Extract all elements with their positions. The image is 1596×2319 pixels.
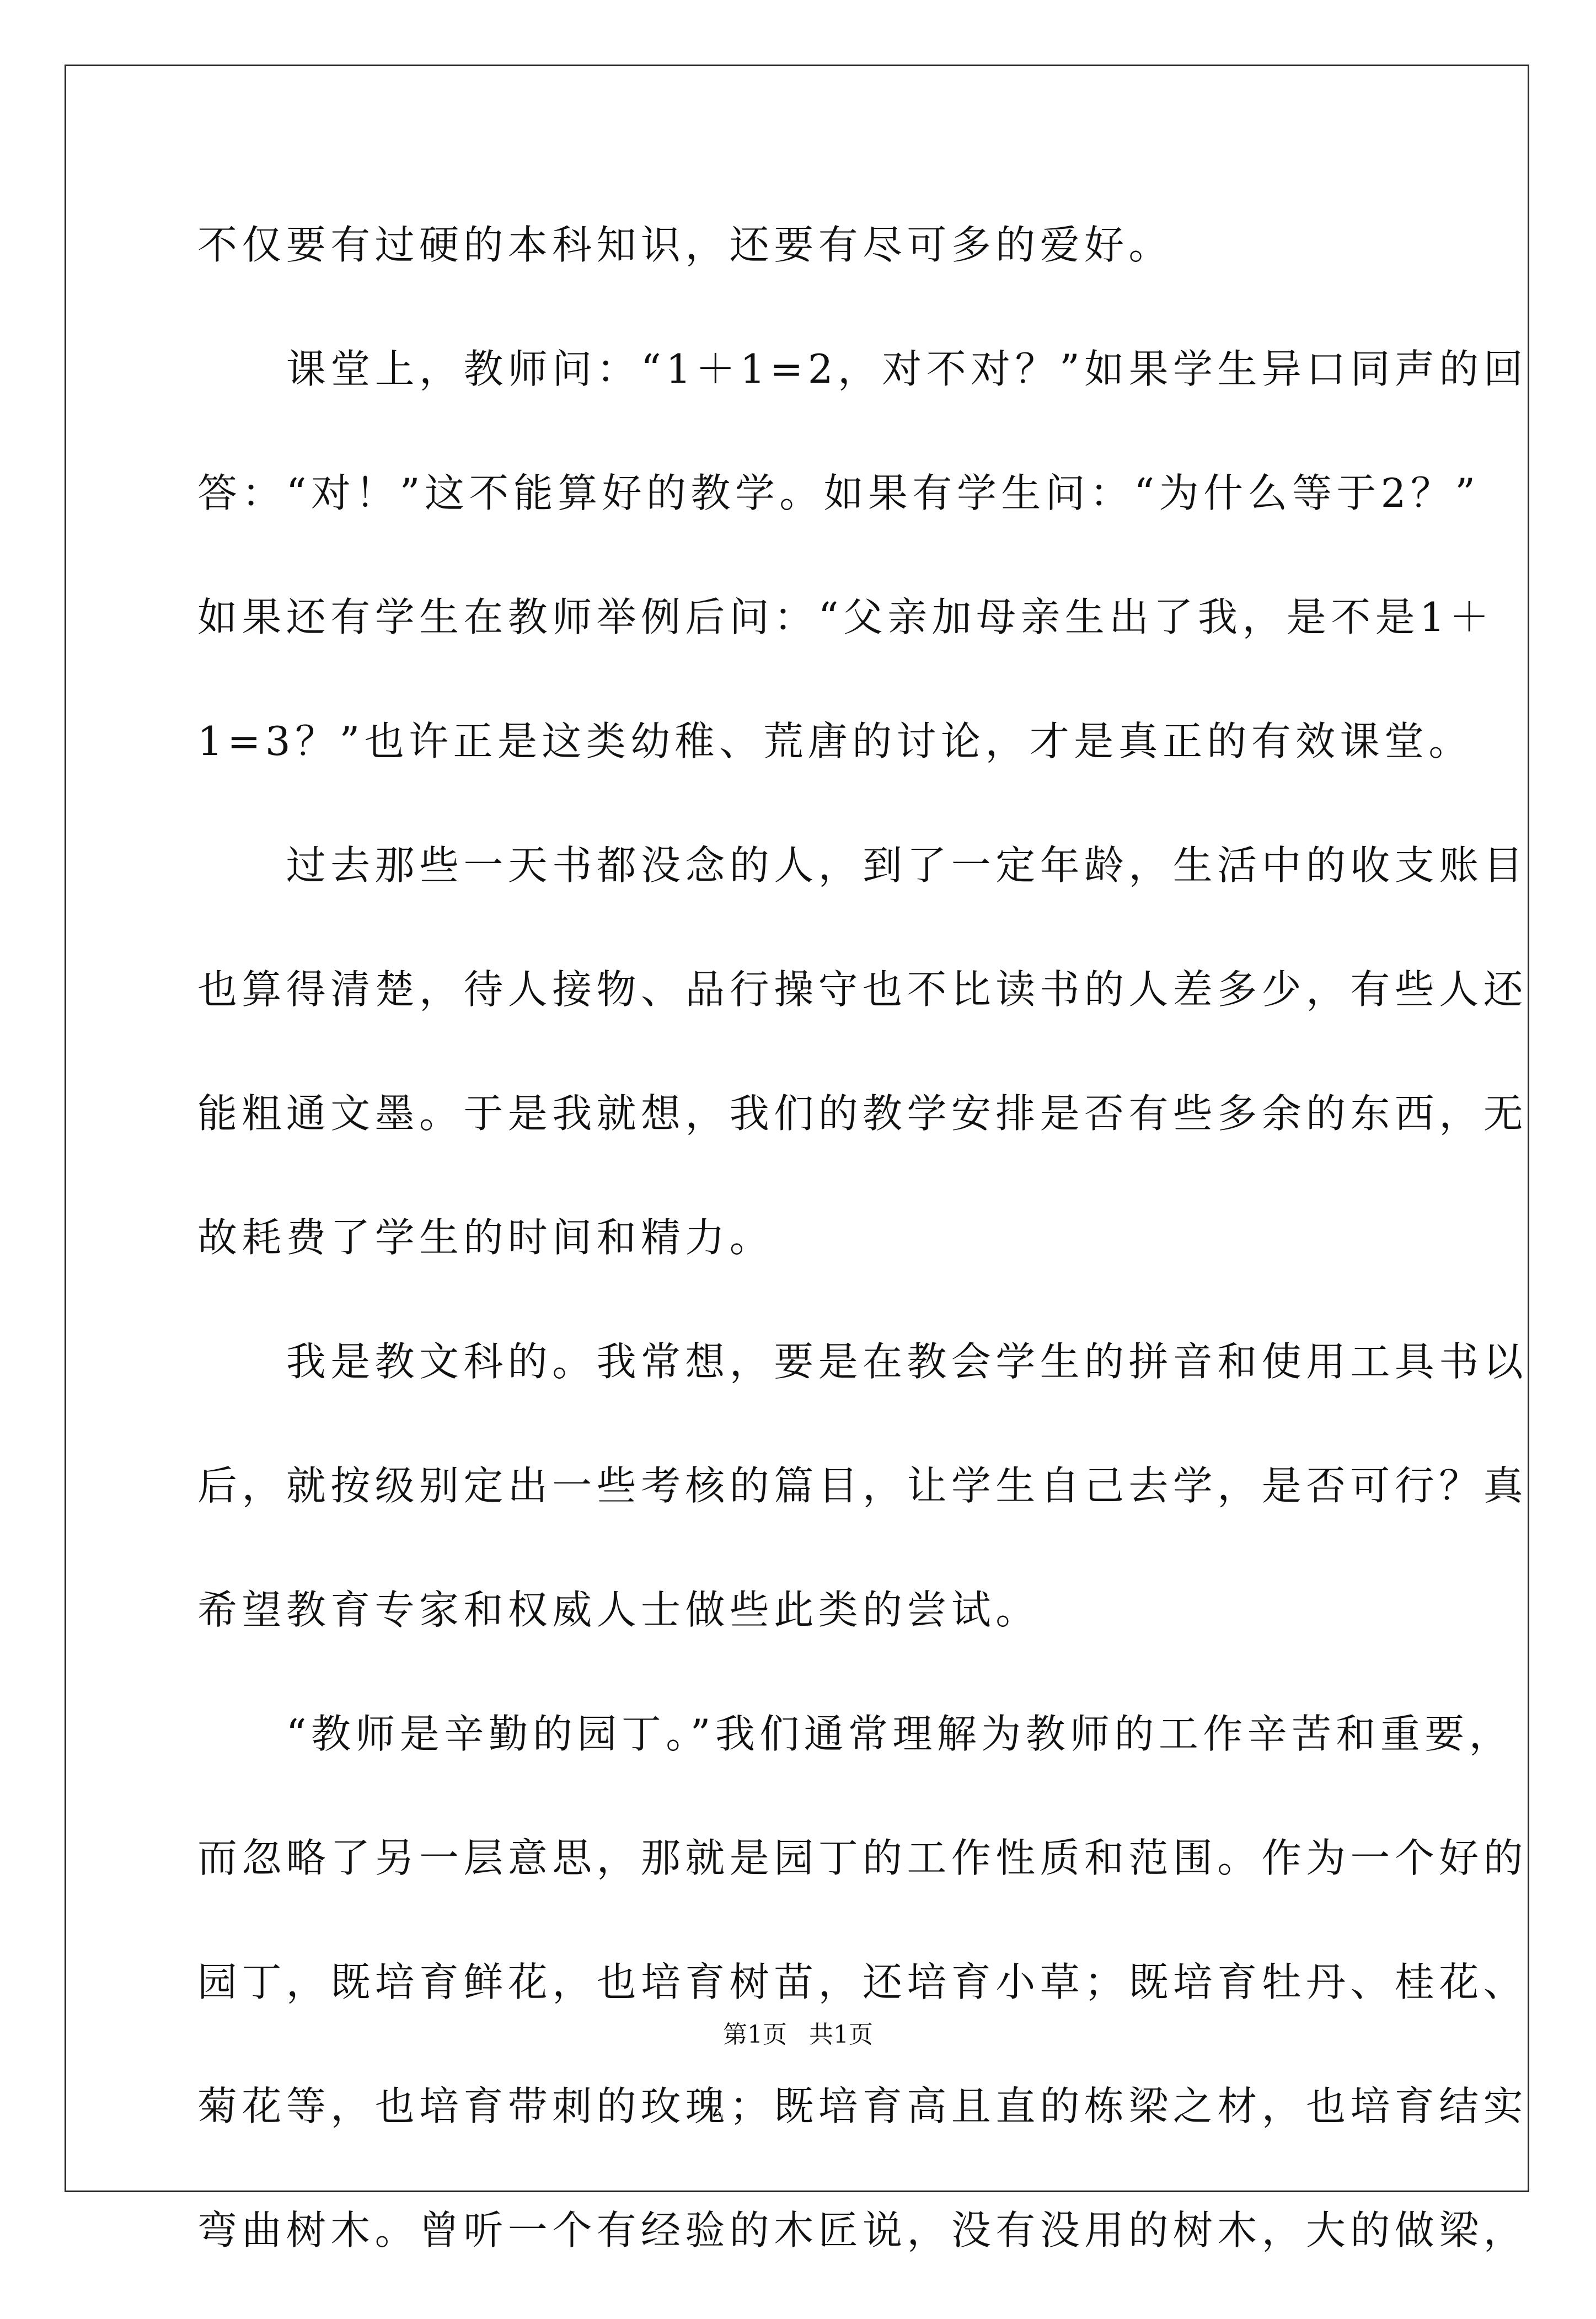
text-line: “教师是辛勤的园丁。”我们通常理解为教师的工作辛苦和重要， [197, 1711, 1514, 1757]
text-line: 而忽略了另一层意思，那就是园丁的工作性质和范围。作为一个好的 [197, 1835, 1528, 1881]
document-body [197, 210, 1528, 2319]
text-line: 答：“对！”这不能算好的教学。如果有学生问：“为什么等于2？” [197, 470, 1480, 516]
page-footer [0, 2018, 1596, 2052]
text-line: 1=3？”也许正是这类幼稚、荒唐的讨论，才是真正的有效课堂。 [197, 718, 1473, 764]
text-line: 也算得清楚，待人接物、品行操守也不比读书的人差多少，有些人还 [197, 966, 1528, 1013]
page-number: 第1页 [723, 2021, 787, 2049]
page-total: 共1页 [809, 2021, 873, 2049]
text-line: 如果还有学生在教师举例后问：“父亲加母亲生出了我，是不是1＋ [197, 594, 1494, 640]
text-line: 过去那些一天书都没念的人，到了一定年龄，生活中的收支账目 [197, 842, 1528, 888]
text-line: 能粗通文墨。于是我就想，我们的教学安排是否有些多余的东西，无 [197, 1090, 1528, 1137]
text-line: 不仅要有过硬的本科知识，还要有尽可多的爱好。 [197, 222, 1173, 268]
text-line: 园丁，既培育鲜花，也培育树苗，还培育小草；既培育牡丹、桂花、 [197, 1959, 1528, 2005]
text-line: 弯曲树木。曾听一个有经验的木匠说，没有没用的树木，大的做梁， [197, 2207, 1528, 2253]
text-line: 希望教育专家和权威人士做些此类的尝试。 [197, 1587, 1040, 1633]
text-line: 菊花等，也培育带刺的玫瑰；既培育高且直的栋梁之材，也培育结实 [197, 2083, 1528, 2129]
text-line: 故耗费了学生的时间和精力。 [197, 1214, 774, 1261]
text-line: 课堂上，教师问：“1＋1=2，对不对？”如果学生异口同声的回 [197, 346, 1528, 392]
text-line: 我是教文科的。我常想，要是在教会学生的拼音和使用工具书以 [197, 1338, 1528, 1385]
text-line: 后，就按级别定出一些考核的篇目，让学生自己去学，是否可行？真 [197, 1463, 1528, 1509]
